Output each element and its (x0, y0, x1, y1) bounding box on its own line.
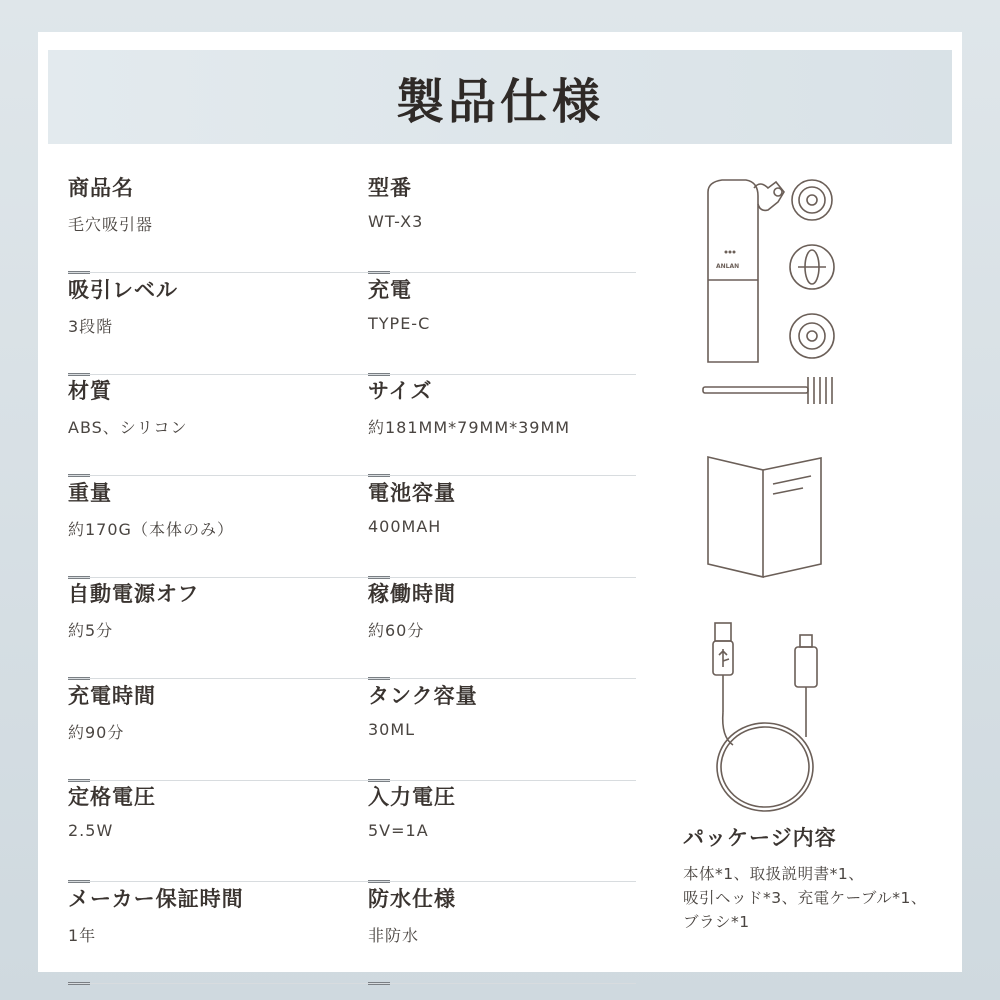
spec-value: 約90分 (68, 722, 125, 742)
spec-cell (68, 883, 244, 946)
spec-value: 3段階 (68, 316, 114, 336)
spec-cell (68, 477, 234, 540)
package-line: 吸引ヘッド*3、充電ケーブル*1、 (683, 889, 927, 907)
spec-cell (368, 578, 456, 641)
spec-cell (68, 578, 199, 641)
spec-value: ABS、シリコン (68, 418, 188, 437)
spec-label: 重量 (68, 480, 112, 505)
spec-value: 400MAH (368, 516, 442, 536)
spec-value: 5V=1A (368, 821, 429, 840)
spec-cell (368, 172, 423, 231)
spec-label: 商品名 (68, 176, 134, 200)
spec-label: 充電時間 (68, 683, 156, 708)
spec-cell (368, 477, 456, 536)
spec-cell (368, 680, 478, 739)
spec-value: WT-X3 (368, 212, 424, 231)
spec-row (68, 172, 636, 273)
spec-row (68, 274, 636, 375)
row-divider (68, 983, 636, 984)
spec-label: 稼働時間 (368, 582, 456, 606)
package-line: ブラシ*1 (683, 913, 750, 931)
spec-cell (68, 680, 156, 743)
spec-label: 吸引レベル (68, 277, 178, 302)
spec-cell (68, 781, 156, 840)
spec-cell (368, 274, 430, 333)
spec-value: 1年 (68, 925, 97, 945)
spec-label: 材質 (68, 379, 112, 403)
spec-value: 約5分 (68, 621, 114, 640)
spec-cell (68, 172, 153, 235)
spec-label: 充電 (368, 277, 412, 302)
package-title: パッケージ内容 (683, 826, 837, 850)
spec-label: 自動電源オフ (68, 582, 200, 606)
spec-label: タンク容量 (368, 683, 478, 708)
spec-value: 毛穴吸引器 (68, 215, 154, 234)
spec-row (68, 781, 636, 882)
spec-value: 約170G（本体のみ） (68, 519, 234, 539)
spec-label: 防水仕様 (368, 886, 456, 911)
spec-cell (368, 375, 570, 438)
spec-value: 非防水 (368, 925, 420, 945)
package-line: 本体*1、取扱説明書*1、 (683, 865, 865, 883)
package-contents (683, 862, 958, 934)
spec-row (68, 680, 636, 781)
spec-label: 定格電圧 (68, 785, 156, 809)
spec-value: TYPE-C (368, 313, 431, 333)
spec-row (68, 883, 636, 984)
device-illustration (698, 174, 848, 404)
spec-value: 30ML (368, 719, 416, 739)
device-logo: ANLAN (716, 263, 740, 270)
spec-row (68, 477, 636, 578)
spec-cell (68, 375, 187, 438)
title-banner (48, 50, 952, 144)
spec-label: 電池容量 (368, 480, 456, 505)
page-title: 製品仕様 (395, 73, 604, 130)
spec-label: 入力電圧 (368, 785, 456, 809)
spec-row (68, 375, 636, 476)
spec-card (38, 32, 962, 972)
spec-value: 約60分 (368, 621, 425, 640)
spec-label: 型番 (368, 176, 412, 200)
spec-cell (368, 781, 456, 840)
manual-illustration (703, 452, 833, 582)
spec-row (68, 578, 636, 679)
spec-label: メーカー保証時間 (68, 886, 244, 911)
spec-label: サイズ (368, 379, 433, 403)
cable-illustration (703, 617, 833, 817)
spec-cell (368, 883, 456, 946)
spec-value: 2.5W (68, 821, 114, 840)
spec-value: 約181MM*79MM*39MM (368, 418, 571, 437)
spec-cell (68, 274, 178, 337)
